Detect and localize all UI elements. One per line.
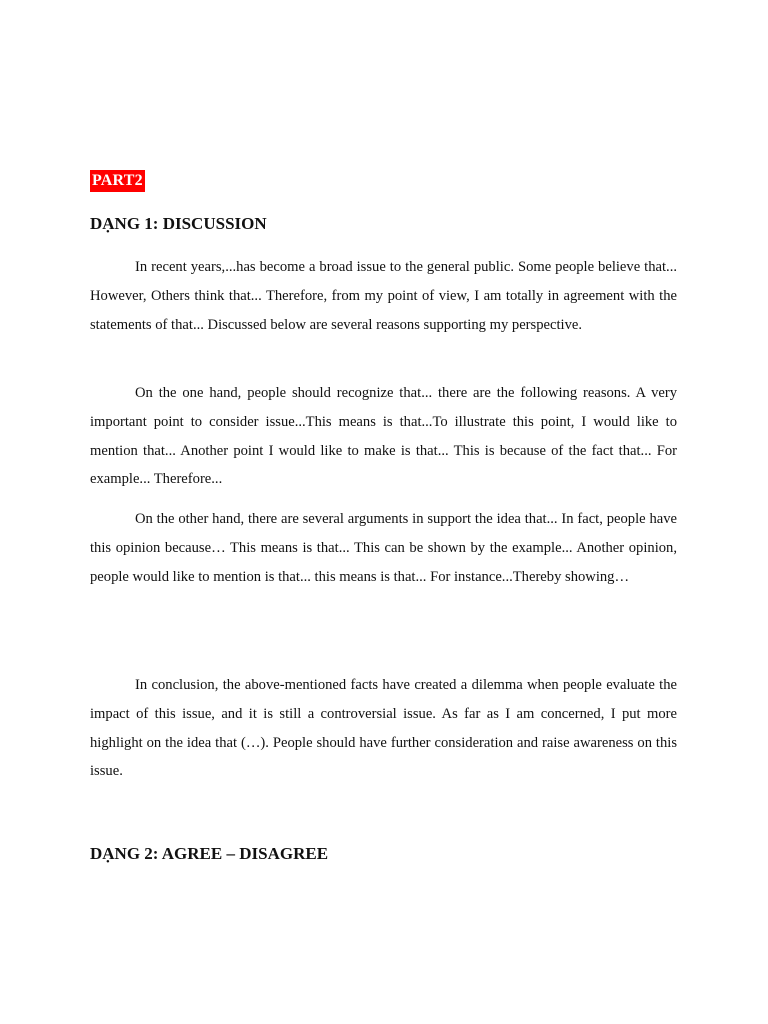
paragraph-conclusion: In conclusion, the above-mentioned facts have created a dilemma when people evaluate the impact of this issue, and it is still a controversial issue. As far as I am concerned, I put more highlight on the idea that (…). People should have further consideration and raise awareness on this issue. bbox=[90, 677, 677, 780]
paragraph-one-hand: On the one hand, people should recognize that... there are the following reasons. A very important point to consider issue...This means is that...To illustrate this point, I would like to mention that... Another point I would like to make is that... This is because of the fact that... For example... Therefore... bbox=[90, 385, 677, 488]
paragraph-other-hand: On the other hand, there are several arguments in support the idea that... In fact, people have this opinion because… This means is that... This can be shown by the example... Another opinion, people would like to mention is that... this means is that... For instance...Thereby showing… bbox=[90, 511, 677, 585]
section-heading-agree-disagree: DẠNG 2: AGREE – DISAGREE bbox=[90, 844, 329, 863]
paragraph-introduction: In recent years,...has become a broad issue to the general public. Some people believe that... However, Others think that... Therefore, from my point of view, I am totally in agreement with the statements of that... Discussed below are several reasons supporting my perspective. bbox=[90, 259, 677, 333]
section-heading-discussion: DẠNG 1: DISCUSSION bbox=[90, 214, 267, 233]
part-label: PART2 bbox=[90, 170, 145, 192]
